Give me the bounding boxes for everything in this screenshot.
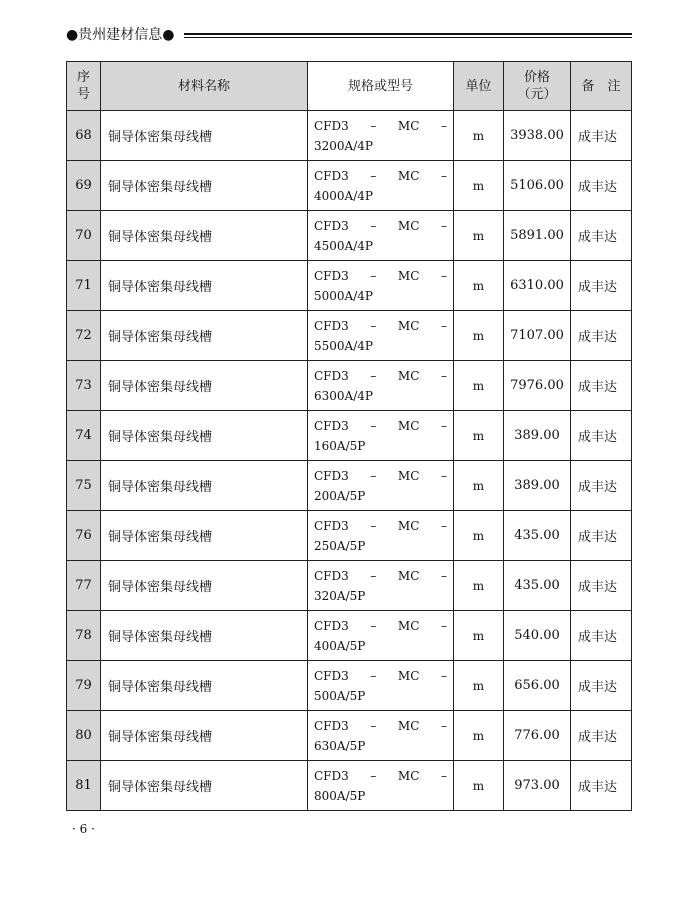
- row-material-name: 铜导体密集母线槽: [101, 711, 308, 761]
- row-spec-line1: [314, 616, 447, 636]
- spec-series: CFD3: [314, 668, 349, 683]
- row-material-name: 铜导体密集母线槽: [101, 261, 308, 311]
- row-spec-rating: 4500A/4P: [314, 238, 373, 253]
- spec-type: MC: [397, 668, 420, 683]
- row-spec: [308, 461, 454, 511]
- header-price: [504, 62, 571, 111]
- row-unit: m: [454, 511, 504, 561]
- row-spec: [308, 161, 454, 211]
- row-serial-number: 68: [67, 111, 101, 161]
- row-serial-number: 76: [67, 511, 101, 561]
- row-unit: m: [454, 411, 504, 461]
- row-spec-rating: 3200A/4P: [314, 138, 373, 153]
- spec-dash: –: [440, 718, 447, 733]
- row-note: 成丰达: [571, 461, 632, 511]
- row-spec: [308, 261, 454, 311]
- table-row: [67, 361, 632, 411]
- spec-dash: –: [370, 168, 377, 183]
- row-note: 成丰达: [571, 411, 632, 461]
- row-spec-line1: [314, 216, 447, 236]
- row-spec: [308, 211, 454, 261]
- spec-type: MC: [397, 418, 420, 433]
- table-row: [67, 511, 632, 561]
- row-spec-rating: 5000A/4P: [314, 288, 373, 303]
- row-spec: [308, 361, 454, 411]
- header-serial-line2: 号: [76, 87, 90, 102]
- row-spec-rating: 400A/5P: [314, 638, 366, 653]
- spec-dash: –: [440, 318, 447, 333]
- row-material-name: 铜导体密集母线槽: [101, 461, 308, 511]
- row-serial-number: 81: [67, 761, 101, 811]
- row-material-name: 铜导体密集母线槽: [101, 361, 308, 411]
- row-spec-line1: [314, 366, 447, 386]
- row-spec-rating: 200A/5P: [314, 488, 366, 503]
- row-unit: m: [454, 611, 504, 661]
- row-note: 成丰达: [571, 361, 632, 411]
- table-row: [67, 211, 632, 261]
- spec-series: CFD3: [314, 618, 349, 633]
- spec-series: CFD3: [314, 168, 349, 183]
- row-note: 成丰达: [571, 561, 632, 611]
- row-price: 973.00: [504, 761, 571, 811]
- table-row: [67, 311, 632, 361]
- row-price: 3938.00: [504, 111, 571, 161]
- spec-dash: –: [370, 518, 377, 533]
- spec-type: MC: [397, 218, 420, 233]
- table-row: [67, 161, 632, 211]
- row-material-name: 铜导体密集母线槽: [101, 661, 308, 711]
- row-spec-line1: [314, 466, 447, 486]
- row-spec-rating: 500A/5P: [314, 688, 366, 703]
- table-row: [67, 261, 632, 311]
- row-material-name: 铜导体密集母线槽: [101, 161, 308, 211]
- row-price: 389.00: [504, 411, 571, 461]
- row-note: 成丰达: [571, 261, 632, 311]
- table-row: [67, 461, 632, 511]
- spec-series: CFD3: [314, 518, 349, 533]
- spec-type: MC: [397, 568, 420, 583]
- row-price: 776.00: [504, 711, 571, 761]
- header-note: 备 注: [571, 62, 632, 111]
- header-price-line2: （元）: [517, 87, 557, 102]
- row-serial-number: 69: [67, 161, 101, 211]
- row-spec: [308, 611, 454, 661]
- spec-dash: –: [370, 318, 377, 333]
- row-serial-number: 77: [67, 561, 101, 611]
- header-spec: 规格或型号: [308, 62, 454, 111]
- spec-type: MC: [397, 318, 420, 333]
- row-price: 540.00: [504, 611, 571, 661]
- row-unit: m: [454, 361, 504, 411]
- row-serial-number: 71: [67, 261, 101, 311]
- row-serial-number: 78: [67, 611, 101, 661]
- row-material-name: 铜导体密集母线槽: [101, 111, 308, 161]
- spec-type: MC: [397, 118, 420, 133]
- row-serial-number: 75: [67, 461, 101, 511]
- row-spec: [308, 661, 454, 711]
- row-material-name: 铜导体密集母线槽: [101, 311, 308, 361]
- spec-type: MC: [397, 718, 420, 733]
- row-serial-number: 70: [67, 211, 101, 261]
- price-table: [66, 61, 632, 811]
- row-spec-rating: 5500A/4P: [314, 338, 373, 353]
- row-spec: [308, 711, 454, 761]
- spec-type: MC: [397, 168, 420, 183]
- table-row: [67, 761, 632, 811]
- spec-type: MC: [397, 468, 420, 483]
- spec-series: CFD3: [314, 768, 349, 783]
- row-note: 成丰达: [571, 611, 632, 661]
- row-serial-number: 74: [67, 411, 101, 461]
- row-unit: m: [454, 561, 504, 611]
- spec-series: CFD3: [314, 368, 349, 383]
- row-spec-line1: [314, 116, 447, 136]
- spec-dash: –: [440, 618, 447, 633]
- spec-dash: –: [440, 468, 447, 483]
- row-price: 435.00: [504, 511, 571, 561]
- row-material-name: 铜导体密集母线槽: [101, 611, 308, 661]
- row-material-name: 铜导体密集母线槽: [101, 561, 308, 611]
- row-unit: m: [454, 711, 504, 761]
- header-serial-line1: 序: [76, 70, 90, 85]
- spec-dash: –: [440, 218, 447, 233]
- row-note: 成丰达: [571, 211, 632, 261]
- spec-dash: –: [370, 668, 377, 683]
- row-spec: [308, 511, 454, 561]
- row-spec-rating: 800A/5P: [314, 788, 366, 803]
- table-row: [67, 661, 632, 711]
- spec-dash: –: [440, 168, 447, 183]
- row-unit: m: [454, 211, 504, 261]
- row-unit: m: [454, 111, 504, 161]
- row-unit: m: [454, 761, 504, 811]
- row-unit: m: [454, 311, 504, 361]
- row-spec-line1: [314, 416, 447, 436]
- table-row: [67, 111, 632, 161]
- header-rule-thick: [184, 33, 632, 35]
- row-note: 成丰达: [571, 511, 632, 561]
- row-unit: m: [454, 661, 504, 711]
- row-spec-rating: 4000A/4P: [314, 188, 373, 203]
- spec-dash: –: [370, 118, 377, 133]
- table-header-row: [67, 62, 632, 111]
- row-spec-rating: 250A/5P: [314, 538, 366, 553]
- row-material-name: 铜导体密集母线槽: [101, 511, 308, 561]
- row-material-name: 铜导体密集母线槽: [101, 211, 308, 261]
- table-body: [67, 111, 632, 811]
- row-price: 6310.00: [504, 261, 571, 311]
- spec-type: MC: [397, 518, 420, 533]
- row-unit: m: [454, 161, 504, 211]
- row-spec-line1: [314, 516, 447, 536]
- header-price-line1: 价格: [523, 70, 550, 85]
- spec-dash: –: [440, 368, 447, 383]
- spec-type: MC: [397, 368, 420, 383]
- row-price: 5891.00: [504, 211, 571, 261]
- row-price: 389.00: [504, 461, 571, 511]
- header-unit: 单位: [454, 62, 504, 111]
- row-note: 成丰达: [571, 761, 632, 811]
- row-spec-line1: [314, 716, 447, 736]
- row-spec-rating: 160A/5P: [314, 438, 366, 453]
- row-price: 5106.00: [504, 161, 571, 211]
- row-unit: m: [454, 261, 504, 311]
- row-price: 656.00: [504, 661, 571, 711]
- spec-dash: –: [440, 768, 447, 783]
- spec-dash: –: [440, 668, 447, 683]
- row-spec-line1: [314, 666, 447, 686]
- row-material-name: 铜导体密集母线槽: [101, 761, 308, 811]
- spec-dash: –: [440, 568, 447, 583]
- spec-dash: –: [440, 518, 447, 533]
- row-spec-rating: 630A/5P: [314, 738, 366, 753]
- row-spec-line1: [314, 316, 447, 336]
- spec-dash: –: [370, 718, 377, 733]
- spec-dash: –: [370, 568, 377, 583]
- row-spec: [308, 111, 454, 161]
- spec-series: CFD3: [314, 568, 349, 583]
- table-row: [67, 711, 632, 761]
- publication-title: ●贵州建材信息●: [66, 27, 175, 43]
- row-note: 成丰达: [571, 711, 632, 761]
- spec-dash: –: [370, 368, 377, 383]
- spec-type: MC: [397, 268, 420, 283]
- spec-type: MC: [397, 618, 420, 633]
- row-spec: [308, 761, 454, 811]
- row-spec: [308, 311, 454, 361]
- row-material-name: 铜导体密集母线槽: [101, 411, 308, 461]
- page-header: [66, 26, 632, 46]
- spec-dash: –: [370, 768, 377, 783]
- spec-dash: –: [440, 268, 447, 283]
- spec-dash: –: [370, 468, 377, 483]
- row-spec-line1: [314, 266, 447, 286]
- spec-dash: –: [370, 418, 377, 433]
- table-row: [67, 411, 632, 461]
- spec-series: CFD3: [314, 418, 349, 433]
- spec-series: CFD3: [314, 718, 349, 733]
- row-price: 435.00: [504, 561, 571, 611]
- row-note: 成丰达: [571, 661, 632, 711]
- row-unit: m: [454, 461, 504, 511]
- header-rule-thin: [184, 37, 632, 38]
- row-spec: [308, 561, 454, 611]
- row-spec-rating: 6300A/4P: [314, 388, 373, 403]
- row-price: 7107.00: [504, 311, 571, 361]
- page-number: · 6 ·: [72, 822, 95, 836]
- table-row: [67, 561, 632, 611]
- spec-series: CFD3: [314, 118, 349, 133]
- spec-type: MC: [397, 768, 420, 783]
- row-serial-number: 79: [67, 661, 101, 711]
- spec-dash: –: [440, 118, 447, 133]
- spec-series: CFD3: [314, 318, 349, 333]
- row-spec-rating: 320A/5P: [314, 588, 366, 603]
- row-serial-number: 80: [67, 711, 101, 761]
- row-serial-number: 73: [67, 361, 101, 411]
- row-spec-line1: [314, 766, 447, 786]
- spec-dash: –: [370, 618, 377, 633]
- row-spec-line1: [314, 166, 447, 186]
- spec-series: CFD3: [314, 468, 349, 483]
- row-spec-line1: [314, 566, 447, 586]
- header-material-name: 材料名称: [101, 62, 308, 111]
- spec-series: CFD3: [314, 218, 349, 233]
- row-serial-number: 72: [67, 311, 101, 361]
- header-serial-number: [67, 62, 101, 111]
- spec-series: CFD3: [314, 268, 349, 283]
- row-note: 成丰达: [571, 311, 632, 361]
- spec-dash: –: [370, 268, 377, 283]
- row-note: 成丰达: [571, 161, 632, 211]
- spec-dash: –: [370, 218, 377, 233]
- row-note: 成丰达: [571, 111, 632, 161]
- row-price: 7976.00: [504, 361, 571, 411]
- table-row: [67, 611, 632, 661]
- row-spec: [308, 411, 454, 461]
- spec-dash: –: [440, 418, 447, 433]
